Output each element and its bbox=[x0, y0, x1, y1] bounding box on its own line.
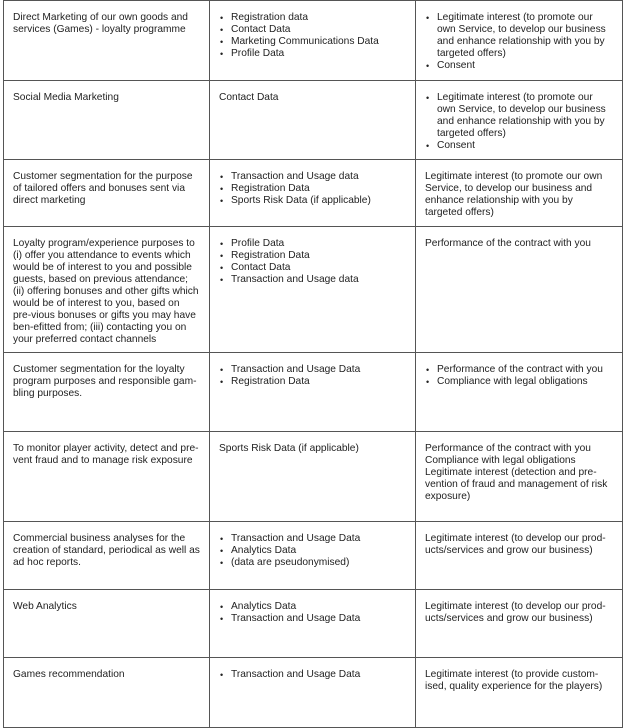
table-row bbox=[4, 590, 623, 658]
list-item: • Transaction and Usage Data bbox=[219, 364, 406, 376]
list-item: • Sports Risk Data (if applicable) bbox=[219, 195, 406, 207]
legal-basis-cell bbox=[416, 432, 623, 522]
data-categories-cell bbox=[210, 432, 416, 522]
list-item: • Performance of the contract with you bbox=[425, 364, 613, 376]
list-item: • (data are pseudonymised) bbox=[219, 557, 406, 569]
data-categories-cell bbox=[210, 81, 416, 160]
purpose-text: Customer segmentation for the loyalty program purposes and responsible gam-bling purposes. bbox=[13, 364, 197, 399]
data-categories-cell bbox=[210, 353, 416, 432]
list-item: • Registration data bbox=[219, 12, 406, 24]
list-item: • Compliance with legal obligations bbox=[425, 376, 613, 388]
legal-basis-cell bbox=[416, 160, 623, 227]
purpose-text: Customer segmentation for the purpose of tailored offers and bonuses sent via direct marketing bbox=[13, 171, 193, 206]
list-item: • Marketing Communications Data bbox=[219, 36, 406, 48]
list-item: • Profile Data bbox=[219, 48, 406, 60]
list-item: • Transaction and Usage data bbox=[219, 171, 406, 183]
purpose-cell bbox=[4, 590, 210, 658]
purpose-text: Loyalty program/experience purposes to (i) offer you attendance to events which would be of interest to you and possible guests, based on previous attendance; (ii) offering bonuses and other gifts which would be of interest to you, based on pre-vious bonuses or gifts you may have ben-efitted from; (iii) contacting you on your preferred contact channels bbox=[13, 238, 199, 345]
purpose-cell bbox=[4, 658, 210, 728]
list-item: • Profile Data bbox=[219, 238, 406, 250]
processing-purposes-table bbox=[3, 0, 623, 728]
data-categories-list bbox=[219, 171, 406, 207]
purpose-cell bbox=[4, 353, 210, 432]
table-row bbox=[4, 353, 623, 432]
purpose-text: Web Analytics bbox=[13, 601, 77, 612]
list-item: • Consent bbox=[425, 140, 613, 152]
table-row bbox=[4, 658, 623, 728]
legal-basis-line: Legitimate interest (detection and pre-vention of fraud and management of risk exposure) bbox=[425, 467, 608, 502]
table-row bbox=[4, 160, 623, 227]
purpose-cell bbox=[4, 81, 210, 160]
data-categories-cell bbox=[210, 590, 416, 658]
list-item: • Transaction and Usage Data bbox=[219, 613, 406, 625]
list-item: • Transaction and Usage Data bbox=[219, 533, 406, 545]
data-categories-text: Sports Risk Data (if applicable) bbox=[219, 443, 359, 454]
purpose-text: Social Media Marketing bbox=[13, 92, 119, 103]
purpose-cell bbox=[4, 227, 210, 353]
legal-basis-list bbox=[425, 12, 613, 72]
list-item: • Legitimate interest (to promote our own Service, to develop our business and enhance relationship with you by targeted offers) bbox=[425, 12, 613, 60]
legal-basis-line: Compliance with legal obligations bbox=[425, 455, 576, 466]
data-categories-list bbox=[219, 533, 406, 569]
table-row bbox=[4, 522, 623, 590]
table-row bbox=[4, 227, 623, 353]
data-categories-cell bbox=[210, 160, 416, 227]
legal-basis-cell bbox=[416, 590, 623, 658]
data-categories-cell bbox=[210, 522, 416, 590]
list-item: • Analytics Data bbox=[219, 601, 406, 613]
legal-basis-cell bbox=[416, 227, 623, 353]
legal-basis-list bbox=[425, 92, 613, 152]
legal-basis-cell bbox=[416, 522, 623, 590]
legal-basis-cell bbox=[416, 1, 623, 81]
purpose-text: Commercial business analyses for the creation of standard, periodical as well as ad hoc reports. bbox=[13, 533, 200, 568]
legal-basis-text: Legitimate interest (to promote our own Service, to develop our business and enhance relationship with you by targeted offers) bbox=[425, 171, 603, 218]
data-categories-text: Contact Data bbox=[219, 92, 279, 103]
purpose-cell bbox=[4, 160, 210, 227]
list-item: • Registration Data bbox=[219, 376, 406, 388]
list-item: • Registration Data bbox=[219, 250, 406, 262]
data-categories-cell bbox=[210, 658, 416, 728]
purpose-text: Games recommendation bbox=[13, 669, 125, 680]
data-categories-list bbox=[219, 364, 406, 388]
purpose-text: To monitor player activity, detect and pre-vent fraud and to manage risk exposure bbox=[13, 443, 199, 466]
list-item: • Consent bbox=[425, 60, 613, 72]
data-categories-list bbox=[219, 238, 406, 286]
legal-basis-cell bbox=[416, 353, 623, 432]
list-item: • Registration Data bbox=[219, 183, 406, 195]
list-item: • Transaction and Usage data bbox=[219, 274, 406, 286]
table-row bbox=[4, 432, 623, 522]
table-row bbox=[4, 81, 623, 160]
purpose-text: Direct Marketing of our own goods and services (Games) - loyalty programme bbox=[13, 12, 188, 35]
legal-basis-line: Performance of the contract with you bbox=[425, 443, 591, 454]
list-item: • Legitimate interest (to promote our own Service, to develop our business and enhance relationship with you by targeted offers) bbox=[425, 92, 613, 140]
data-categories-list bbox=[219, 669, 406, 681]
list-item: • Analytics Data bbox=[219, 545, 406, 557]
legal-basis-list bbox=[425, 364, 613, 388]
legal-basis-text: Legitimate interest (to develop our prod-ucts/services and grow our business) bbox=[425, 601, 606, 624]
data-categories-cell bbox=[210, 1, 416, 81]
legal-basis-text: Performance of the contract with you bbox=[425, 238, 591, 249]
list-item: • Contact Data bbox=[219, 262, 406, 274]
purpose-cell bbox=[4, 1, 210, 81]
list-item: • Transaction and Usage Data bbox=[219, 669, 406, 681]
list-item: • Contact Data bbox=[219, 24, 406, 36]
purpose-cell bbox=[4, 432, 210, 522]
table-row bbox=[4, 1, 623, 81]
legal-basis-text: Legitimate interest (to develop our prod-ucts/services and grow our business) bbox=[425, 533, 606, 556]
purpose-cell bbox=[4, 522, 210, 590]
legal-basis-text: Legitimate interest (to provide custom-ised, quality experience for the players) bbox=[425, 669, 603, 692]
legal-basis-cell bbox=[416, 81, 623, 160]
data-categories-list bbox=[219, 12, 406, 60]
legal-basis-cell bbox=[416, 658, 623, 728]
data-categories-list bbox=[219, 601, 406, 625]
data-categories-cell bbox=[210, 227, 416, 353]
